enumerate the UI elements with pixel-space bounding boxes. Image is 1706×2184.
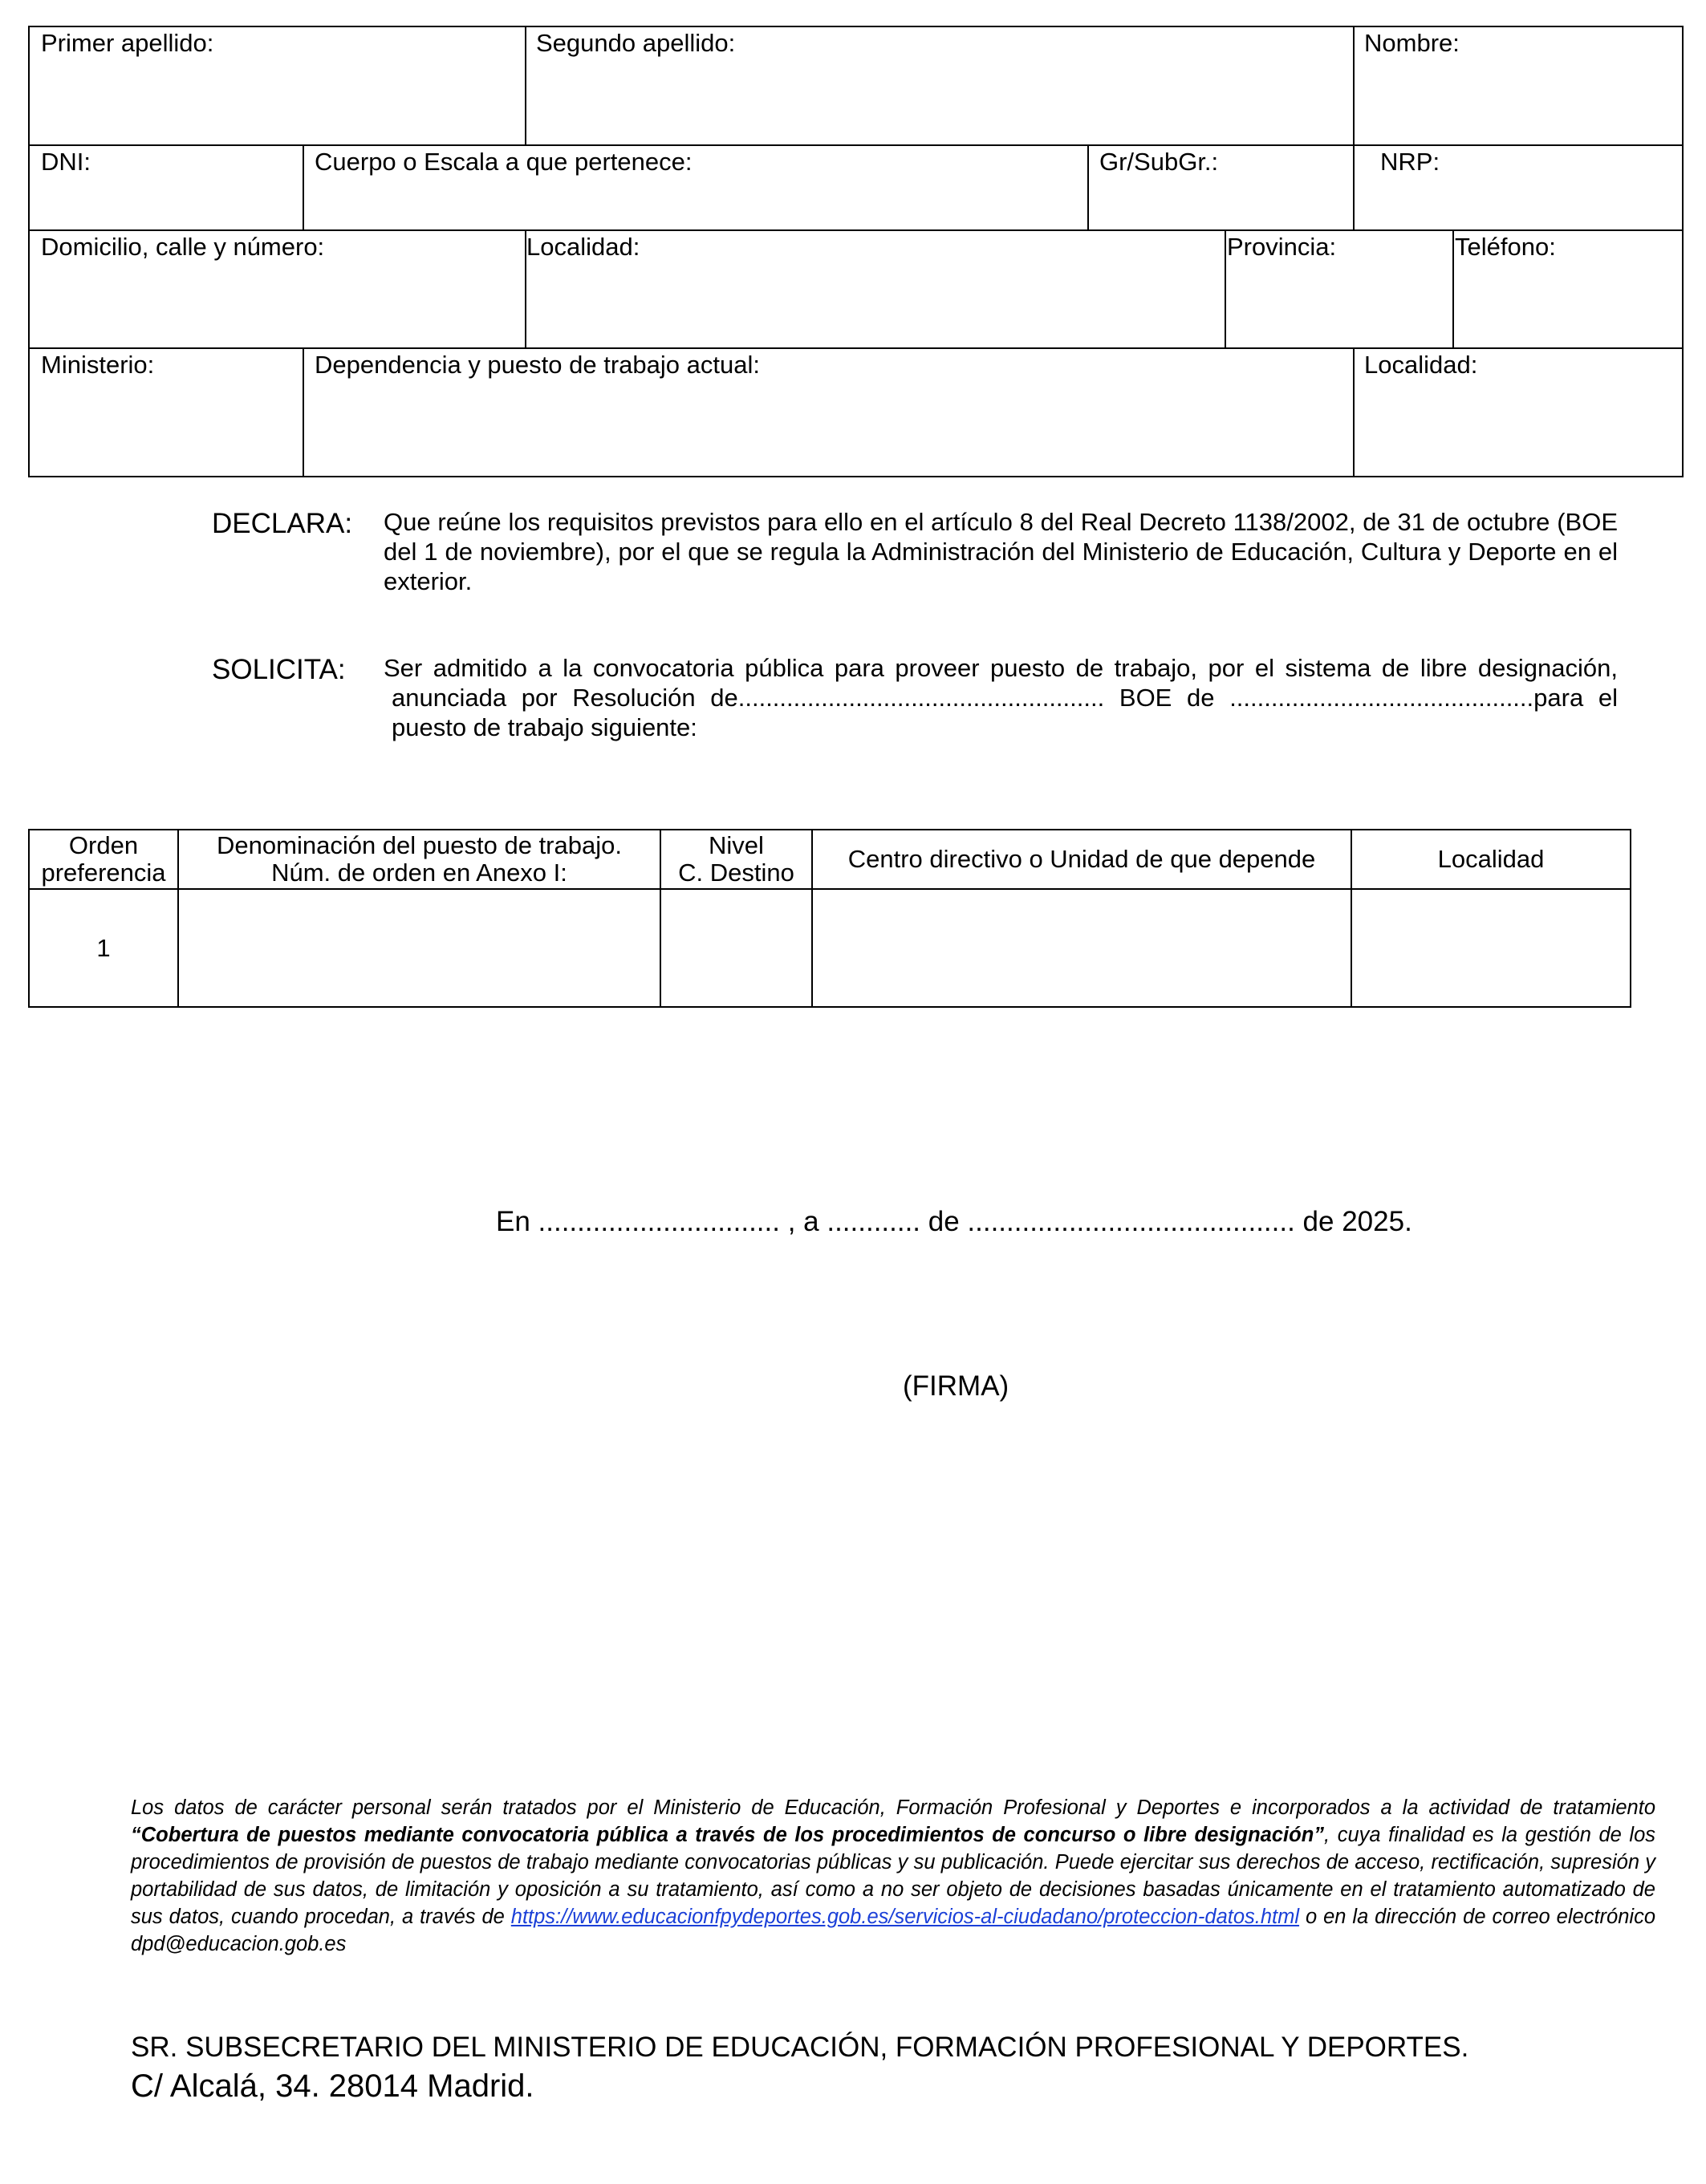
header-centro-directivo: Centro directivo o Unidad de que depende xyxy=(847,845,1316,873)
solicita-line-2: anunciada por Resolución de..................................................... BOE de ............................................para el xyxy=(392,684,1618,712)
form-col-divider xyxy=(1087,144,1089,231)
row-1-centro xyxy=(813,890,1351,1006)
solicita-line-1: Ser admitido a la convocatoria pública para proveer puesto de trabajo, por el sistema de libre designación, xyxy=(384,654,1618,682)
form-row-divider xyxy=(28,229,1684,231)
label-nombre: Nombre: xyxy=(1364,29,1460,57)
form-col-divider xyxy=(1353,347,1355,477)
label-nrp: NRP: xyxy=(1380,148,1440,176)
solicita-line-3: puesto de trabajo siguiente: xyxy=(392,713,697,741)
header-nivel-destino: Nivel C. Destino xyxy=(678,831,794,887)
label-localidad-puesto: Localidad: xyxy=(1364,351,1478,379)
row-1-nivel xyxy=(661,890,811,1006)
table-border-bottom xyxy=(28,1006,1631,1008)
form-row-divider xyxy=(28,347,1684,349)
form-border-bottom xyxy=(28,476,1684,477)
destinatario-line-2: C/ Alcalá, 34. 28014 Madrid. xyxy=(131,2068,534,2104)
form-col-divider xyxy=(303,144,304,231)
privacy-text-1: Los datos de carácter personal serán tratados por el Ministerio de Educación, Formación Profesional y Deportes e incorporados a la actividad de tratamiento xyxy=(131,1796,1655,1819)
row-1-denominacion xyxy=(179,890,660,1006)
form-col-divider xyxy=(1353,144,1355,231)
label-segundo-apellido: Segundo apellido: xyxy=(536,29,736,57)
form-col-divider xyxy=(1353,26,1355,146)
label-dni: DNI: xyxy=(41,148,91,176)
privacy-link[interactable]: https://www.educacionfpydeportes.gob.es/servicios-al-ciudadano/proteccion-datos.html xyxy=(510,1906,1300,1928)
form-row-divider xyxy=(28,144,1684,146)
table-border-right xyxy=(1630,829,1631,1008)
label-primer-apellido: Primer apellido: xyxy=(41,29,214,57)
solicita-label: SOLICITA: xyxy=(212,654,346,685)
firma-label: (FIRMA) xyxy=(903,1370,1009,1402)
privacy-text-3: o en la dirección de correo electrónico dpd@educacion.gob.es xyxy=(131,1906,1655,1955)
label-cuerpo-escala: Cuerpo o Escala a que pertenece: xyxy=(315,148,693,176)
label-ministerio: Ministerio: xyxy=(41,351,155,379)
form-col-divider xyxy=(525,26,526,146)
declara-text: Que reúne los requisitos previstos para ello en el artículo 8 del Real Decreto 1138/2002, de 31 de octubre (BOE del 1 de noviembre), por el que se regula la Administración del Ministerio de Educación, Cultura y Deporte en el exterior. xyxy=(384,508,1618,595)
form-border-left xyxy=(28,26,30,477)
label-dependencia: Dependencia y puesto de trabajo actual: xyxy=(315,351,760,379)
privacy-text-2: , cuya finalidad es la gestión de los procedimientos de provisión de puestos de trabajo mediante convocatorias públicas y su publicación. Puede ejercitar sus derechos de acceso, rectificación, supresión y portabilidad de sus datos, de limitación y oposición a su tratamiento, así como a no ser objeto de decisiones basadas únicamente en el tratamiento automatizado de sus datos, cuando procedan, a través de xyxy=(131,1824,1655,1928)
form-col-divider xyxy=(1225,229,1226,349)
row-1-orden: 1 xyxy=(96,933,111,962)
header-localidad: Localidad xyxy=(1437,845,1545,873)
label-gr-subgr: Gr/SubGr.: xyxy=(1099,148,1219,176)
form-border-right xyxy=(1682,26,1684,477)
label-localidad-domicilio: Localidad: xyxy=(526,233,640,261)
row-1-localidad xyxy=(1352,890,1630,1006)
destinatario-line-1: SR. SUBSECRETARIO DEL MINISTERIO DE EDUCACIÓN, FORMACIÓN PROFESIONAL Y DEPORTES. xyxy=(131,2032,1469,2063)
form-border-top xyxy=(28,26,1684,27)
header-orden-preferencia: Orden preferencia xyxy=(41,831,166,887)
declara-label: DECLARA: xyxy=(212,508,353,539)
label-provincia: Provincia: xyxy=(1227,233,1337,261)
form-col-divider xyxy=(1452,229,1454,349)
label-domicilio: Domicilio, calle y número: xyxy=(41,233,325,261)
label-telefono: Teléfono: xyxy=(1455,233,1556,261)
fecha-linea: En ............................... , a ............ de .......................................... de 2025. xyxy=(496,1206,1412,1237)
header-denominacion: Denominación del puesto de trabajo. Núm. de orden en Anexo I: xyxy=(217,831,622,887)
privacy-activity-name: “Cobertura de puestos mediante convocatoria pública a través de los procedimientos de concurso o libre designación” xyxy=(131,1824,1325,1846)
form-col-divider xyxy=(303,347,304,477)
privacy-note xyxy=(131,1794,1655,1958)
